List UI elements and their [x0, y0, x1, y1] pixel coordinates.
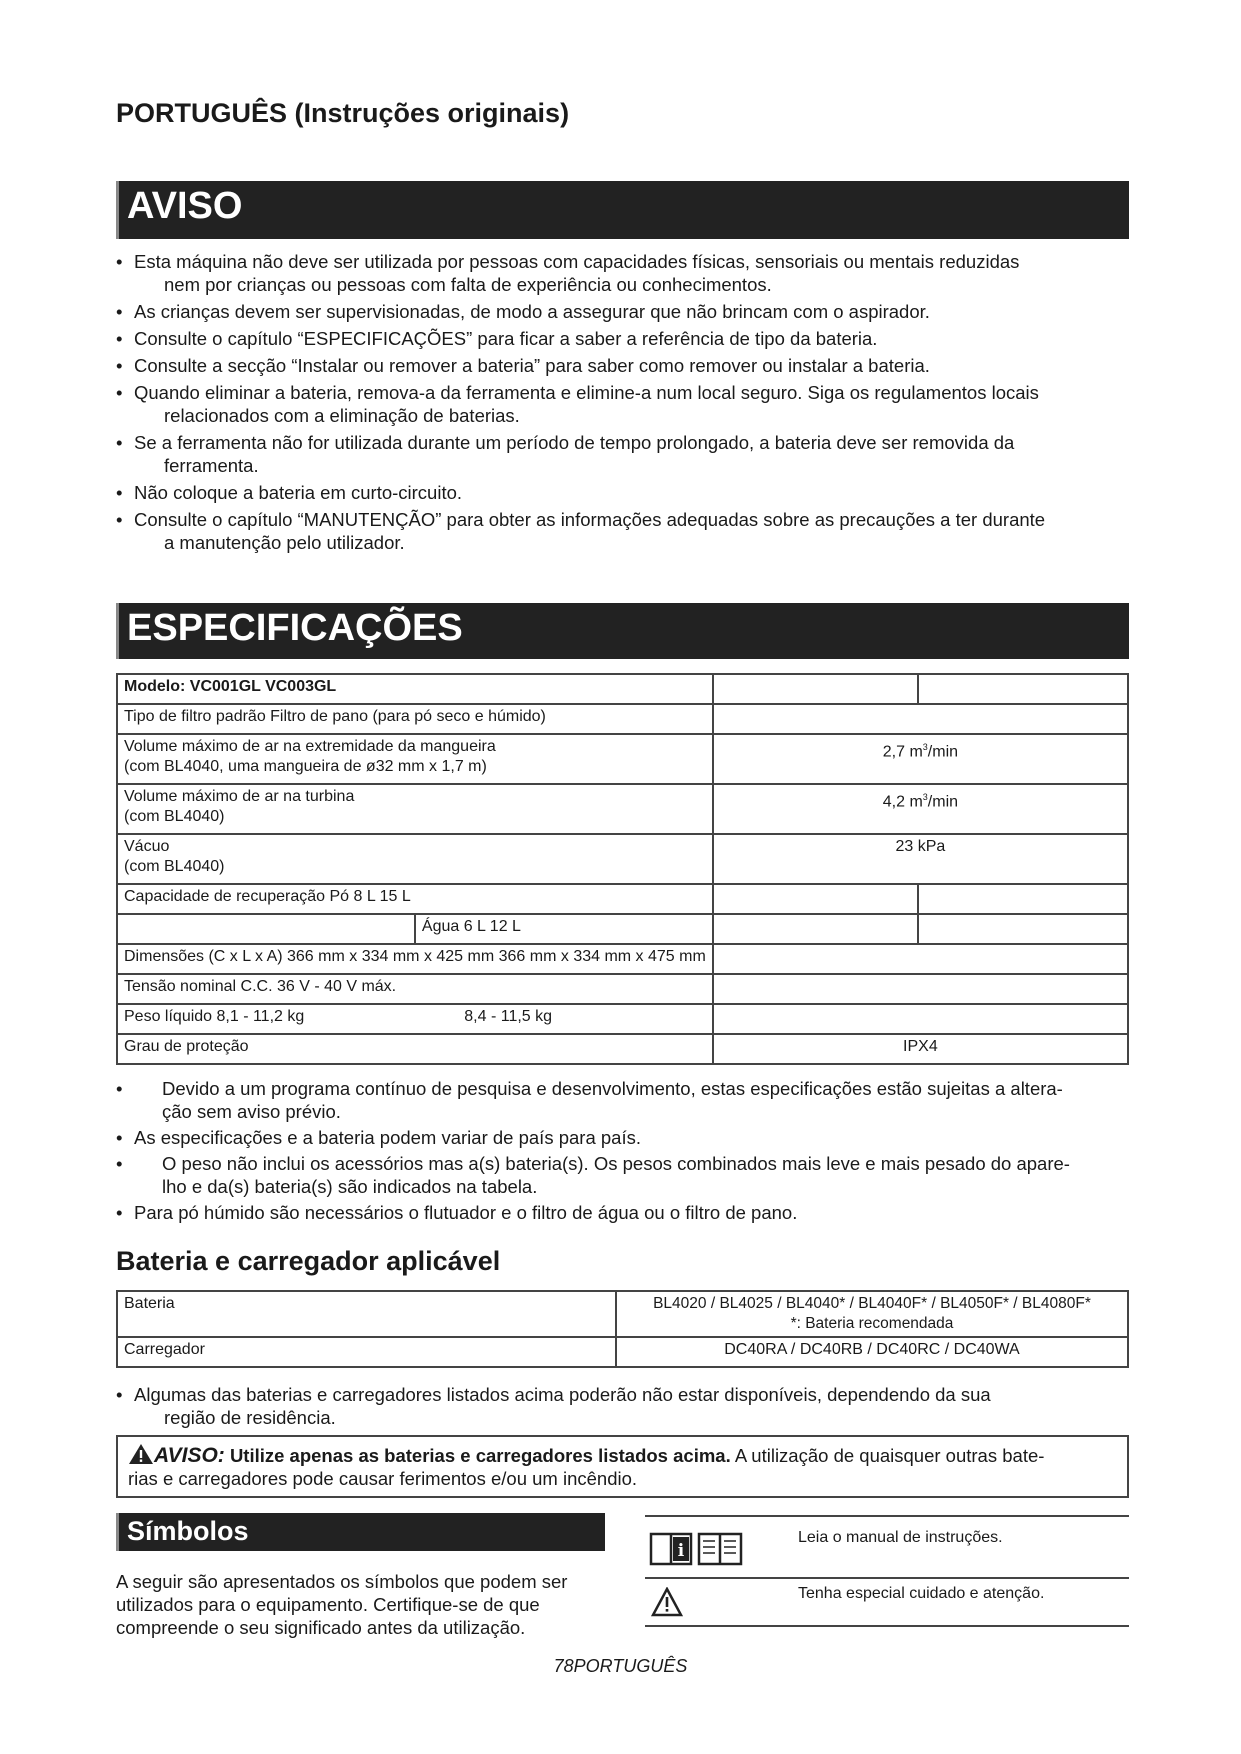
table-cell	[713, 884, 918, 914]
table-cell	[713, 974, 1128, 1004]
table-cell: 4,2 $m^3/\min$	[713, 784, 1128, 834]
table-cell	[713, 704, 1128, 734]
table-cell: DC40RA / DC40RB / DC40RC / DC40WA	[616, 1337, 1128, 1367]
list-item: • Consulte o capítulo “MANUTENÇÃO” para obter as informações adequadas sobre as precauções a ter durante a manutenção pelo utilizador.	[116, 508, 1129, 554]
page-number: 78PORTUGUÊS	[553, 1656, 688, 1676]
list-item: • Consulte o capítulo “ESPECIFICAÇÕES” para ficar a saber a referência de tipo da bateria.	[116, 327, 1129, 350]
table-cell: Água 6 L 12 L	[415, 914, 713, 944]
symbol-row	[645, 1515, 1129, 1577]
table-cell	[918, 914, 1128, 944]
table-cell: Peso líquido 8,1 - 11,2 kg 8,4 - 11,5 kg	[117, 1004, 713, 1034]
table-cell: Carregador	[117, 1337, 616, 1367]
list-item: • O peso não inclui os acessórios mas a(s) bateria(s). Os pesos combinados mais leve e mais pesado do apare- lho e da(s) bateria(s) são indicados na tabela.	[116, 1152, 1129, 1198]
symbol-row	[645, 1577, 1129, 1627]
table-cell: Volume máximo de ar na turbina (com BL4040)	[117, 784, 713, 834]
table-cell: Modelo: VC001GL VC003GL	[117, 674, 713, 704]
warning-triangle-icon	[128, 1443, 154, 1465]
list-item: • Algumas das baterias e carregadores listados acima poderão não estar disponíveis, dependendo da sua região de residência.	[116, 1383, 1129, 1429]
list-item: • Esta máquina não deve ser utilizada por pessoas com capacidades físicas, sensoriais ou mentais reduzidas nem por crianças ou pessoas com falta de experiência ou conhecimentos.	[116, 250, 1129, 296]
table-cell: Grau de proteção	[117, 1034, 713, 1064]
page-title: PORTUGUÊS (Instruções originais)	[116, 98, 570, 128]
symbol-text: Leia o manual de instruções.	[798, 1529, 1003, 1546]
aviso-banner: AVISO	[116, 181, 1129, 239]
list-item: • Devido a um programa contínuo de pesquisa e desenvolvimento, estas especificações estão sujeitas a altera- ção sem aviso prévio.	[116, 1077, 1129, 1123]
table-cell: 23 kPa	[713, 834, 1128, 884]
symbols-intro: A seguir são apresentados os símbolos que podem ser utilizados para o equipamento. Certifique-se de que compreende o seu significado antes da utilização.	[116, 1571, 568, 1638]
warning-text: A utilização de quaisquer outras bate-	[734, 1445, 1045, 1466]
table-cell	[713, 944, 1128, 974]
symbols-banner: Símbolos	[116, 1513, 605, 1551]
svg-text:i: i	[677, 1541, 685, 1561]
manual-book-icon	[649, 1531, 745, 1567]
list-item: • As crianças devem ser supervisionadas, de modo a assegurar que não brincam com o aspirador.	[116, 300, 1129, 323]
warning-text2: rias e carregadores pode causar ferimentos e/ou um incêndio.	[128, 1468, 638, 1489]
section-heading: Bateria e carregador aplicável	[116, 1246, 501, 1276]
list-item: • As especificações e a bateria podem variar de país para país.	[116, 1126, 1129, 1149]
table-cell	[918, 674, 1128, 704]
table-cell: Dimensões (C x L x A) 366 mm x 334 mm x 425 mm 366 mm x 334 mm x 475 mm	[117, 944, 713, 974]
list-item: • Para pó húmido são necessários o flutuador e o filtro de água ou o filtro de pano.	[116, 1201, 1129, 1224]
table-cell	[117, 914, 415, 944]
aviso-list	[116, 250, 1129, 558]
list-item: • Não coloque a bateria em curto-circuito.	[116, 481, 1129, 504]
spec-banner: ESPECIFICAÇÕES	[116, 603, 1129, 659]
table-cell: Bateria	[117, 1291, 616, 1337]
table-cell: 2,7 $m^3/\min$	[713, 734, 1128, 784]
battery-table	[116, 1290, 1129, 1368]
availability-note	[116, 1383, 1129, 1429]
table-cell	[713, 914, 918, 944]
warning-box	[116, 1435, 1129, 1498]
symbol-text: Tenha especial cuidado e atenção.	[798, 1585, 1045, 1602]
warning-label: AVISO:	[154, 1444, 225, 1467]
warning-bold: Utilize apenas as baterias e carregadores listados acima.	[229, 1445, 731, 1466]
table-cell: Capacidade de recuperação Pó 8 L 15 L	[117, 884, 713, 914]
list-item: • Consulte a secção “Instalar ou remover a bateria” para saber como remover ou instalar a bateria.	[116, 354, 1129, 377]
table-cell: Vácuo (com BL4040)	[117, 834, 713, 884]
list-item: • Se a ferramenta não for utilizada durante um período de tempo prolongado, a bateria deve ser removida da ferramenta.	[116, 431, 1129, 477]
spec-table	[116, 673, 1129, 1065]
spec-notes	[116, 1077, 1129, 1227]
table-cell	[918, 884, 1128, 914]
table-cell: BL4020 / BL4025 / BL4040* / BL4040F* / BL4050F* / BL4080F* *: Bateria recomendada	[616, 1291, 1128, 1337]
table-cell	[713, 674, 918, 704]
list-item: • Quando eliminar a bateria, remova-a da ferramenta e elimine-a num local seguro. Siga os regulamentos locais relacionados com a eliminação de baterias.	[116, 381, 1129, 427]
warning-triangle-icon	[651, 1587, 683, 1617]
table-cell	[713, 1004, 1128, 1034]
table-cell: Tensão nominal C.C. 36 V - 40 V máx.	[117, 974, 713, 1004]
table-cell: Volume máximo de ar na extremidade da mangueira (com BL4040, uma mangueira de ø32 mm x 1,7 m)	[117, 734, 713, 784]
table-cell: Tipo de filtro padrão Filtro de pano (para pó seco e húmido)	[117, 704, 713, 734]
table-cell: IPX4	[713, 1034, 1128, 1064]
